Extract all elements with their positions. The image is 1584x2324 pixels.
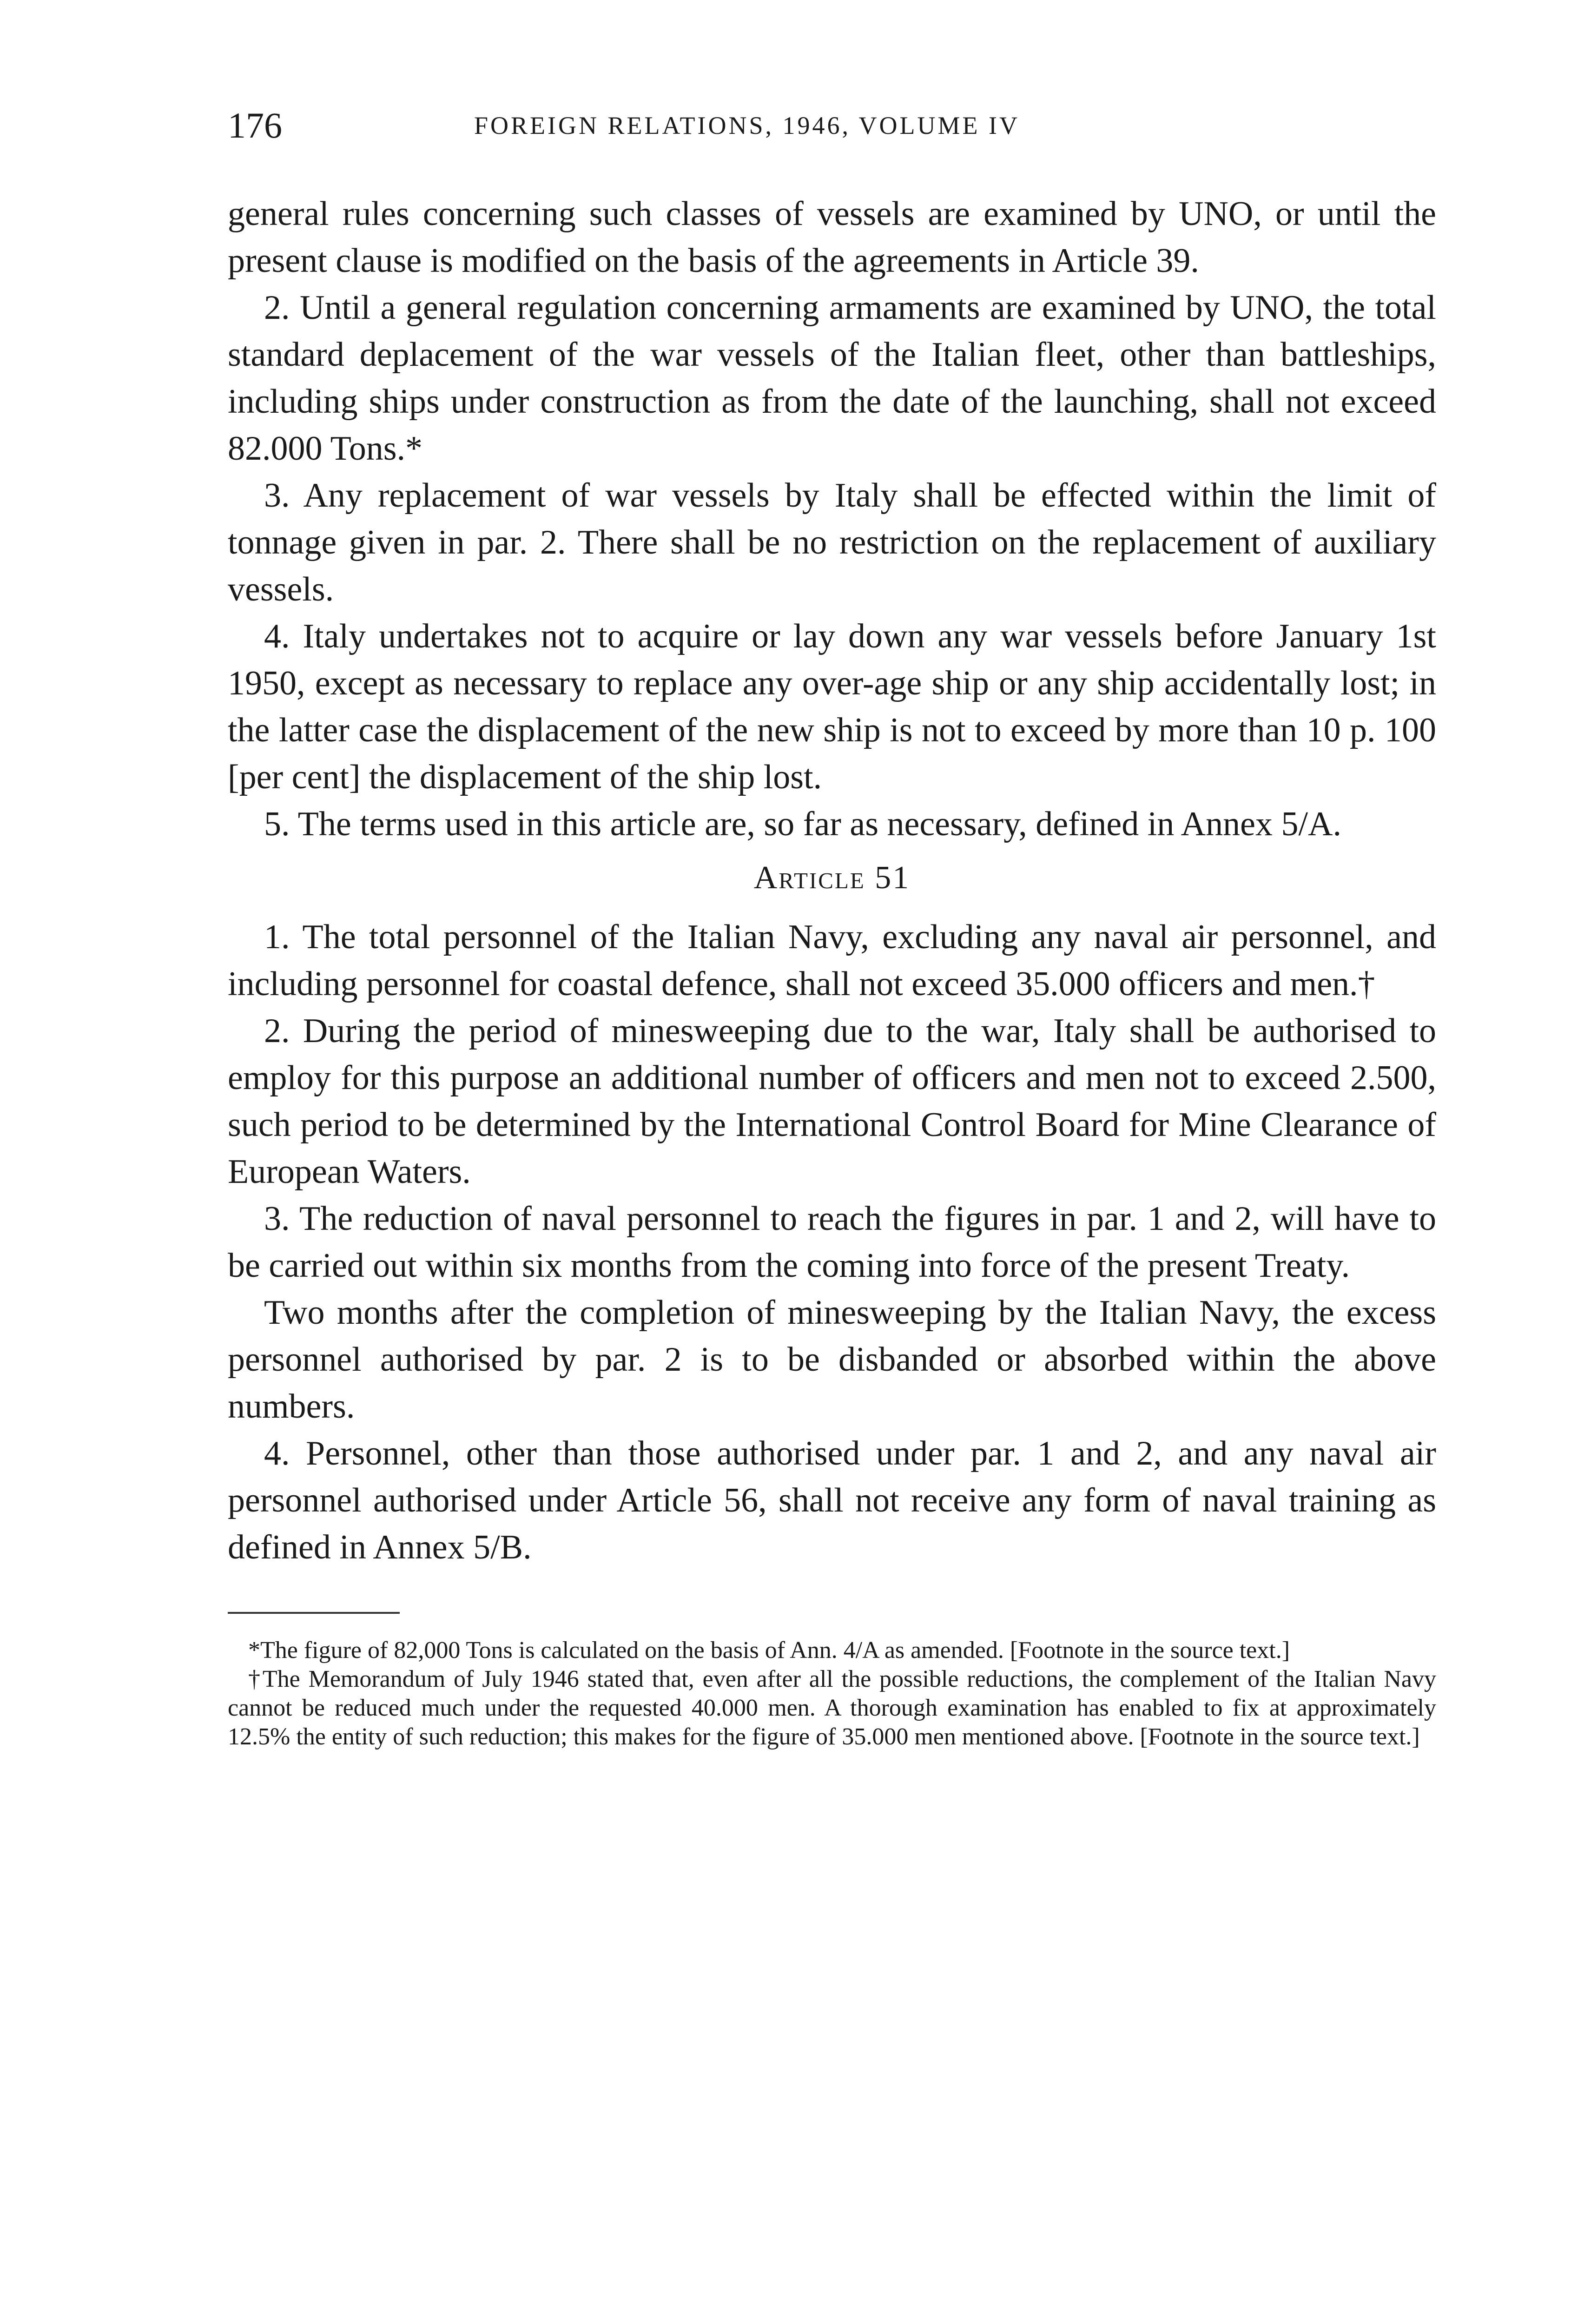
paragraph-clause-2: 2. Until a general regulation concerning armaments are examined by UNO, the total standard deplacement of the war vessels of the Italian fleet, other than battleships, including ships under construction as from the date of the launching, shall not exceed 82.000 Tons.* xyxy=(228,289,1436,468)
footnote-dagger: †The Memorandum of July 1946 stated that, even after all the possible reductions, the complement of the Italian Navy cannot be reduced much under the requested 40.000 men. A thorough examination has enabled to fix at approximately 12.5% the entity of such reduction; this makes for the figure of 35.000 men mentioned above. [Footnote in the source text.] xyxy=(228,1666,1436,1750)
paragraph-article51-4: 4. Personnel, other than those authorised under par. 1 and 2, and any naval air personnel authorised under Article 56, shall not receive any form of naval training as defined in Annex 5/B. xyxy=(228,1434,1436,1566)
running-title: FOREIGN RELATIONS, 1946, VOLUME IV xyxy=(474,112,1020,139)
body-text xyxy=(228,191,1436,1571)
document-page xyxy=(228,102,1436,1751)
paragraph-article51-2: 2. During the period of minesweeping due to the war, Italy shall be authorised to employ for this purpose an additional number of officers and men not to exceed 2.500, such period to be determined by the International Control Board for Mine Clearance of European Waters. xyxy=(228,1012,1436,1191)
paragraph-article51-1: 1. The total personnel of the Italian Navy, excluding any naval air personnel, and including personnel for coastal defence, shall not exceed 35.000 officers and men.† xyxy=(228,918,1436,1003)
running-head xyxy=(228,102,1436,149)
footnotes xyxy=(228,1636,1436,1751)
paragraph-clause-4: 4. Italy undertakes not to acquire or lay down any war vessels before January 1st 1950, except as necessary to replace any over-age ship or any ship accidentally lost; in the latter case the displacement of the new ship is not to exceed by more than 10 p. 100 [per cent] the displacement of the ship lost. xyxy=(228,617,1436,796)
footnote-divider xyxy=(228,1612,400,1614)
article-heading-text: Article 51 xyxy=(753,860,911,896)
page-number: 176 xyxy=(228,105,282,145)
paragraph-clause-5: 5. The terms used in this article are, so far as necessary, defined in Annex 5/A. xyxy=(264,805,1341,843)
paragraph-article51-3-continued: Two months after the completion of minesweeping by the Italian Navy, the excess personnel authorised by par. 2 is to be disbanded or absorbed within the above numbers. xyxy=(228,1294,1436,1426)
paragraph-article51-3: 3. The reduction of naval personnel to reach the figures in par. 1 and 2, will have to be carried out within six months from the coming into force of the present Treaty. xyxy=(228,1200,1436,1285)
paragraph-clause-3: 3. Any replacement of war vessels by Italy shall be effected within the limit of tonnage given in par. 2. There shall be no restriction on the replacement of auxiliary vessels. xyxy=(228,476,1436,608)
article-heading xyxy=(228,848,1436,908)
footnote-asterisk: *The figure of 82,000 Tons is calculated on the basis of Ann. 4/A as amended. [Footnote in the source text.] xyxy=(248,1637,1290,1664)
paragraph-continuation: general rules concerning such classes of vessels are examined by UNO, or until the present clause is modified on the basis of the agreements in Article 39. xyxy=(228,195,1436,280)
